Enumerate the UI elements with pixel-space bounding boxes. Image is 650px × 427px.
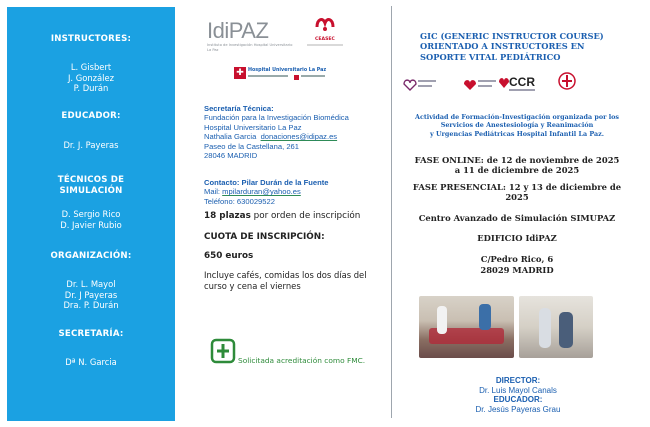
idipaz-logo-text: IdiPAZ — [207, 18, 269, 43]
activity-line: y Urgencias Pediátricas Hospital Infantil La Paz. — [430, 129, 604, 138]
heart-logo-icon — [401, 76, 437, 92]
credits-block — [392, 376, 644, 414]
list-item: Dr. L. Mayol — [66, 279, 116, 289]
madrid-flag-icon — [294, 75, 299, 80]
organizacion-list — [7, 279, 175, 311]
hospital-logo — [234, 67, 354, 87]
cuota-includes-line: Incluye cafés, comidas los dos días del — [204, 270, 367, 280]
secretaria-address-line: 28046 MADRID — [204, 151, 258, 161]
fase-presencial-line: 2025 — [505, 192, 529, 203]
resuscitation-council-logo — [401, 76, 437, 92]
centro-simulacion: Centro Avanzado de Simulación SIMUPAZ — [418, 213, 616, 223]
course-title-line: GIC (GENERIC INSTRUCTOR COURSE) — [420, 31, 604, 41]
photo-person-shape — [479, 304, 491, 330]
course-title — [420, 31, 604, 62]
secretaria-line: Hospital Universitario La Paz — [204, 122, 302, 132]
secretaria-name: Nathalia Garcia — [204, 132, 257, 142]
plazas-note: por orden de inscripción — [253, 211, 361, 221]
cuota-includes-line: curso y cena el viernes — [204, 281, 301, 291]
ccr-logo-subline — [509, 89, 535, 91]
simulation-photo-2 — [519, 296, 593, 358]
secretaria-tecnica-block — [204, 104, 349, 160]
mail-label: Mail: — [204, 187, 221, 197]
contacto-email-link[interactable]: mpilarduran@yahoo.es — [222, 187, 301, 197]
semes-logo — [210, 338, 236, 366]
address-line: 28029 MADRID — [480, 264, 554, 275]
tecnicos-heading-line: SIMULACIÓN — [59, 186, 123, 196]
educador-title: EDUCADOR: — [493, 395, 543, 405]
simulation-photo-1 — [419, 296, 514, 358]
semes-logo-icon — [210, 338, 236, 366]
ceasec-logo-icon — [314, 15, 336, 33]
hospital-logo-line — [248, 75, 288, 77]
secretaria-name: Dª N. Garcia — [65, 357, 117, 367]
fase-online — [392, 155, 642, 176]
instructores-heading: INSTRUCTORES: — [50, 34, 132, 44]
contacto-block — [204, 178, 328, 206]
ceasec-logo — [307, 15, 343, 46]
idipaz-logo-subtitle: Instituto de Investigación Hospital Universitario La Paz — [207, 43, 293, 52]
photo-person-shape — [539, 308, 551, 348]
tecnicos-heading — [7, 175, 175, 197]
course-title-line: SOPORTE VITAL PEDIÁTRICO — [420, 51, 561, 62]
hospital-logo-text: Hospital Universitario La Paz — [248, 68, 327, 73]
contacto-title: Contacto: Pilar Durán de la Fuente — [204, 178, 329, 187]
contacto-mail-line — [204, 187, 328, 196]
hospital-cross-icon: ✚ — [234, 67, 246, 79]
organizacion-heading: ORGANIZACIÓN: — [50, 251, 132, 261]
cuota-includes — [204, 270, 367, 292]
secretaria-tecnica-title: Secretaría Técnica: — [204, 104, 274, 113]
plazas-line — [204, 211, 360, 221]
photo-person-shape — [559, 312, 573, 348]
fase-online-line: a 11 de diciembre de 2025 — [454, 165, 580, 176]
ccr-logo-text: CCR — [509, 75, 535, 89]
list-item: D. Javier Rubio — [60, 219, 122, 230]
director-title: DIRECTOR: — [495, 376, 541, 385]
ceasec-logo-text: CEASEC — [315, 37, 335, 42]
edificio: EDIFICIO IdiPAZ — [477, 233, 557, 243]
secretaria-line: Fundación para la Investigación Biomédica — [204, 113, 349, 123]
ccr-logo — [497, 74, 537, 96]
address — [392, 254, 642, 275]
instructores-list — [7, 62, 175, 94]
fmc-text: Solicitada acreditación como FMC. — [238, 356, 366, 365]
heart-logo-icon — [462, 77, 498, 91]
pediatric-logo-icon — [558, 70, 576, 92]
ceasec-logo-line — [307, 44, 343, 46]
educador-heading: EDUCADOR: — [61, 111, 121, 121]
educador-name: Dr. J. Payeras — [63, 140, 119, 150]
list-item: Dra. P. Durán — [63, 300, 119, 310]
resuscitation-council-logo-2 — [462, 76, 498, 90]
list-item: J. González — [67, 72, 115, 83]
left-sidebar-panel — [7, 7, 175, 421]
secretaria-heading: SECRETARÍA: — [58, 329, 124, 339]
fase-presencial-line: FASE PRESENCIAL: 12 y 13 de diciembre de — [412, 182, 622, 192]
list-item: L. Gisbert — [70, 62, 112, 72]
list-item: D. Sergio Rico — [61, 209, 121, 219]
right-column — [392, 0, 650, 427]
list-item: Dr. J Payeras — [64, 289, 118, 300]
madrid-logo-line — [301, 75, 325, 77]
photo-person-shape — [437, 306, 447, 334]
middle-column — [204, 0, 384, 427]
idipaz-logo — [207, 20, 295, 52]
educador-name: Dr. Jesús Payeras Grau — [475, 404, 561, 414]
fase-presencial — [392, 182, 642, 203]
contacto-phone: Teléfono: 630029522 — [204, 196, 275, 206]
fase-online-line: FASE ONLINE: de 12 de noviembre de 2025 — [414, 155, 620, 165]
pediatric-society-logo — [558, 70, 576, 92]
cuota-price: 650 euros — [204, 251, 254, 261]
tecnicos-list — [7, 209, 175, 230]
course-title-line: ORIENTADO A INSTRUCTORES EN — [420, 41, 585, 52]
secretaria-address-line: Paseo de la Castellana, 261 — [204, 141, 299, 151]
secretaria-email-link[interactable]: donaciones@idipaz.es — [260, 132, 338, 142]
activity-line: Actividad de Formación-Investigación organizada por los — [414, 113, 619, 121]
activity-line: Servicios de Anestesiología y Reanimación — [440, 121, 594, 130]
address-line: C/Pedro Rico, 6 — [480, 254, 554, 264]
cuota-title: CUOTA DE INSCRIPCIÓN: — [204, 232, 325, 242]
activity-description — [392, 113, 642, 138]
list-item: P. Durán — [73, 83, 109, 93]
tecnicos-heading-line: TÉCNICOS DE — [57, 175, 125, 185]
secretaria-contact-line — [204, 132, 349, 141]
plazas-count: 18 plazas — [204, 211, 251, 221]
director-name: Dr. Luis Mayol Canals — [479, 385, 557, 395]
